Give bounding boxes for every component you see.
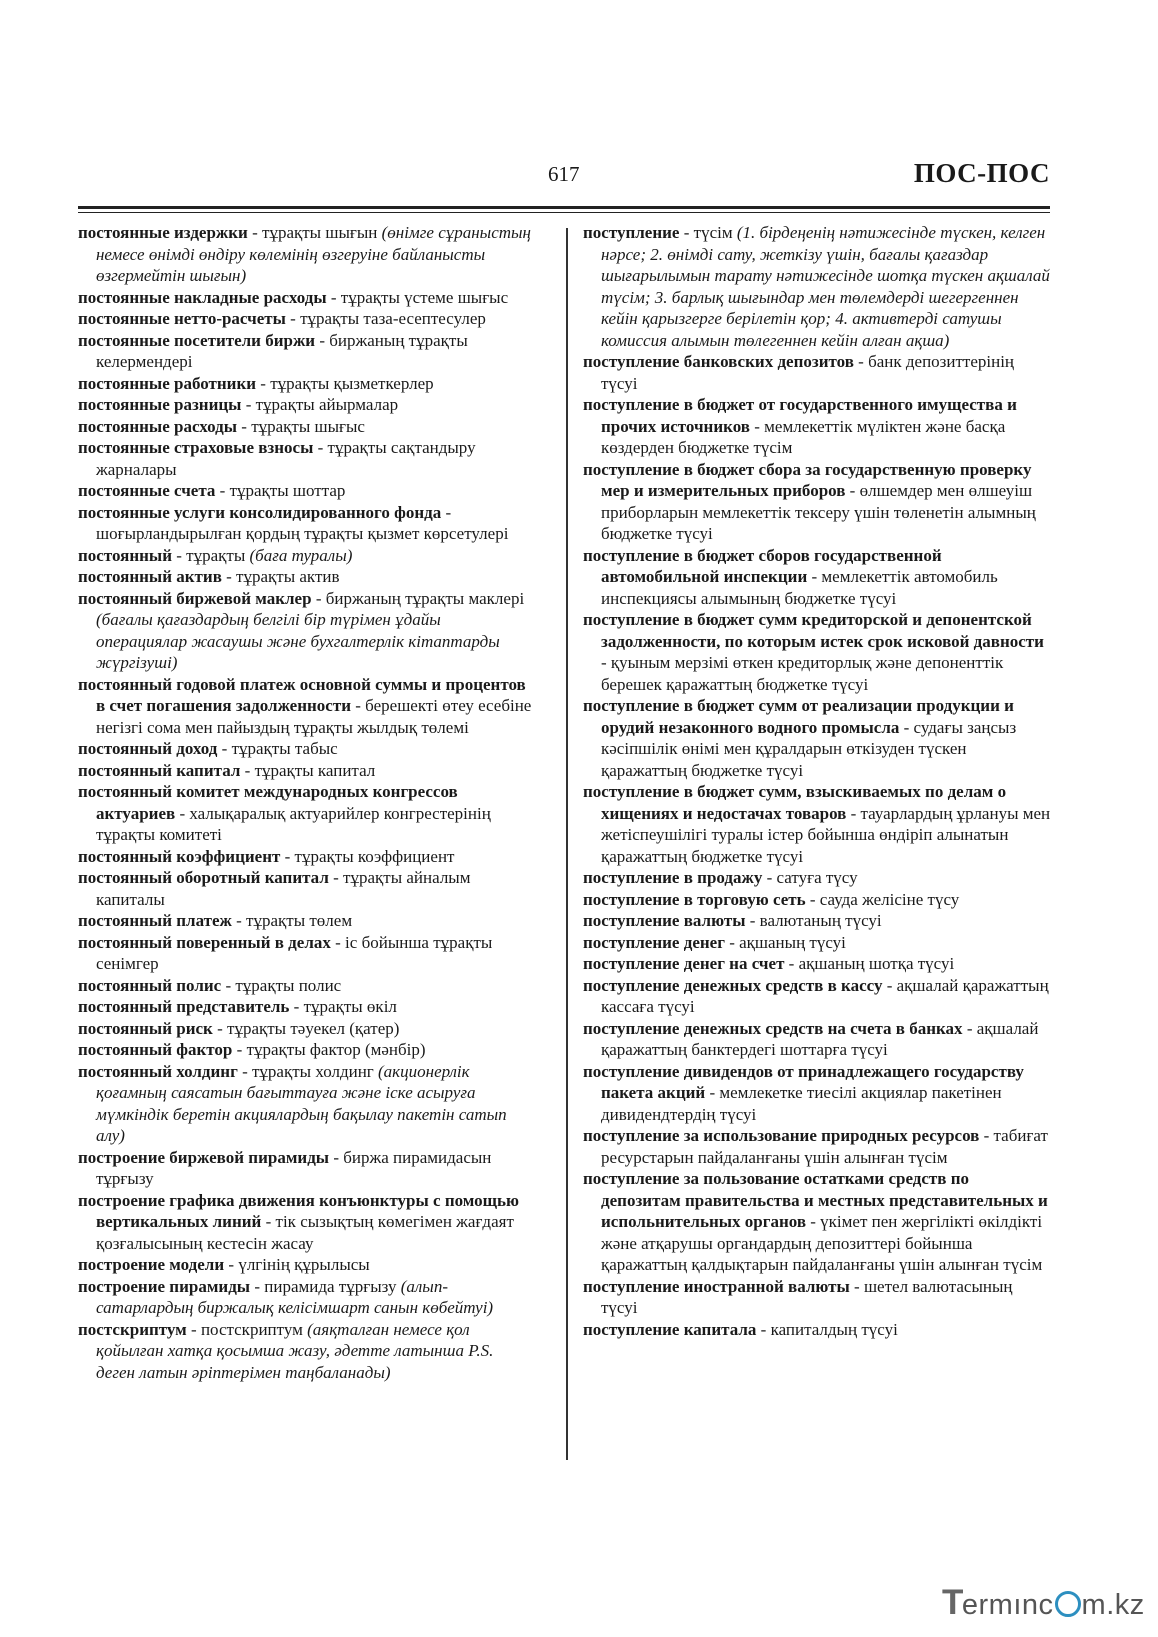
dictionary-entry (78, 1039, 536, 1061)
entry-separator: - (247, 223, 263, 242)
entry-note: (өнімге сұраныстың немесе өнімді өндіру көлемінің өзгеруіне байланысты өзгермейтін шығын) (96, 223, 531, 285)
entry-term: постоянный доход (78, 739, 218, 758)
dictionary-entry (583, 351, 1051, 394)
entry-translation: қуыным мерзімі өткен кредиторлық және депоненттік берешек қаражаттың бюджетке түсуі (601, 653, 1004, 694)
entry-term: постоянный платеж (78, 911, 232, 930)
dictionary-entry (78, 738, 536, 760)
entry-term: постоянные издержки (78, 223, 248, 242)
entry-separator: - (212, 1018, 228, 1038)
entry-separator: - (256, 373, 271, 393)
entry-translation: мемлекеттік автомобиль инспекциясы алымының бюджетке түсуі (601, 567, 998, 608)
entry-translation: тұрақты коэффициент (294, 846, 455, 866)
entry-translation: шоғырландырылған қордың тұрақты қызмет көрсетулері (96, 524, 509, 543)
entry-separator: - (846, 803, 861, 823)
entry-term: постоянный (78, 545, 172, 565)
entry-separator: - (328, 868, 344, 887)
entry-term: постоянный оборотный капитал (78, 868, 329, 887)
entry-separator: - (807, 567, 822, 586)
dictionary-entry (78, 975, 536, 997)
entry-term: постоянный коэффициент (78, 846, 281, 866)
entry-separator: - (241, 395, 256, 414)
entry-term: постоянный биржевой маклер (78, 588, 312, 608)
page-number: 617 (548, 162, 580, 186)
entry-term: поступление в торговую сеть (583, 889, 806, 909)
entry-translation: валютаның түсуі (759, 911, 882, 930)
entry-separator: - (762, 868, 777, 887)
dictionary-entry (583, 1018, 1051, 1061)
dictionary-entry (78, 996, 536, 1018)
entry-term: поступление денег на счет (583, 954, 785, 973)
entry-term: поступление за использование природных ресурсов (583, 1126, 980, 1145)
dictionary-entry (78, 1061, 536, 1147)
logo-text-1: ermınc (961, 1589, 1054, 1621)
entry-separator: - (745, 911, 760, 930)
entry-separator: - (326, 287, 341, 307)
entry-separator: - (217, 739, 232, 758)
entry-separator: - (756, 1319, 771, 1339)
entry-term: постоянные расходы (78, 416, 238, 436)
dictionary-entry (78, 545, 536, 567)
entry-translation: үкімет пен жергілікті өкілдікті және атқарушы органдардың депозиттері бойынша қаражаттың қалдықтарын пайдаланғаны үшін алынған түсім (601, 1212, 1043, 1274)
entry-translation: үлгінің құрылысы (238, 1255, 370, 1274)
entry-translation: тұрақты шығыс (251, 416, 365, 436)
dictionary-entry (78, 846, 536, 868)
entry-term: поступление банковских депозитов (583, 352, 854, 371)
entry-separator: - (330, 932, 346, 952)
termincom-logo (942, 1583, 1145, 1623)
dictionary-entry (583, 932, 1051, 954)
entry-separator: - (172, 545, 187, 565)
entry-translation: тұрақты табыс (231, 739, 338, 758)
entry-separator: - (849, 1276, 864, 1296)
entry-translation: халықаралық актуарийлер конгрестерінің тұрақты комитеті (96, 803, 491, 844)
entry-translation: мемлекетке тиесілі акциялар пакетінен дивидендтердің түсуі (601, 1083, 1002, 1124)
entry-translation: сауда желісіне түсу (819, 889, 960, 909)
dictionary-entry (78, 1276, 536, 1319)
entry-term: постоянный годовой платеж основной суммы и процентов в счет погашения задолженности (78, 674, 526, 715)
dictionary-entry (583, 867, 1051, 889)
dictionary-entry (583, 459, 1051, 545)
dictionary-entry (78, 373, 536, 395)
entry-separator: - (289, 997, 304, 1016)
entry-separator: - (313, 438, 328, 457)
dictionary-entry (78, 480, 536, 502)
header-rule-thin (78, 212, 1050, 213)
entry-term: поступление валюты (583, 911, 746, 930)
entry-separator: - (351, 696, 366, 715)
entry-translation: тауарлардың ұрлануы мен жетіспеушілігі туралы істер бойынша өндіріп алынатын қаражаттың бюджетке түсуі (601, 803, 1051, 866)
entry-separator: - (250, 1276, 265, 1296)
entry-translation: тұрақты фактор (мәнбір) (246, 1040, 426, 1059)
entry-translation: тұрақты тәуекел (қатер) (227, 1018, 400, 1038)
dictionary-entry (583, 889, 1051, 911)
entry-term: поступление в продажу (583, 868, 763, 887)
entry-term: построение модели (78, 1255, 225, 1274)
entry-term: поступление в бюджет сумм, взыскиваемых по делам о хищениях и недостачах товаров (583, 782, 1007, 823)
dictionary-entry (583, 695, 1051, 781)
dictionary-entry (583, 394, 1051, 459)
entry-separator: - (845, 481, 860, 500)
dictionary-entry (583, 1125, 1051, 1168)
entry-separator: - (240, 760, 255, 780)
entry-separator: - (806, 1212, 821, 1231)
entry-separator: - (215, 481, 230, 500)
entry-term: постоянный капитал (78, 760, 241, 780)
entry-translation: судағы заңсыз кәсіпшілік өнімі мен құралдарын өткізуден түскен қаражаттың бюджетке түсуі (601, 717, 1017, 780)
dictionary-entry (78, 1147, 536, 1190)
dictionary-entry (583, 1168, 1051, 1276)
entry-translation: сатуға түсу (776, 868, 858, 887)
entry-translation: тұрақты капитал (254, 760, 376, 780)
entry-separator: - (237, 1061, 252, 1081)
dictionary-entry (78, 308, 536, 330)
entry-term: поступление в бюджет сборов государственной автомобильной инспекции (583, 545, 942, 586)
dictionary-entry (78, 330, 536, 373)
dictionary-entry (583, 545, 1051, 610)
entry-separator: - (853, 352, 869, 371)
dictionary-entry (583, 1276, 1051, 1319)
entry-translation: тұрақты төлем (246, 911, 353, 930)
entry-term: поступление денег (583, 932, 725, 952)
dictionary-entry (78, 760, 536, 782)
dictionary-entry (583, 1061, 1051, 1126)
entry-translation: тұрақты үстеме шығыс (340, 287, 509, 307)
entry-separator: - (186, 1319, 201, 1339)
entry-separator: - (705, 1083, 720, 1102)
dictionary-entry (78, 932, 536, 975)
entry-term: поступление денежных средств на счета в банках (583, 1018, 963, 1038)
entry-translation: мемлекеттік мүліктен және басқа көздерден бюджетке түсім (601, 416, 1006, 457)
dictionary-entry (78, 287, 536, 309)
entry-separator: - (232, 1040, 247, 1059)
entry-term: построение пирамиды (78, 1276, 251, 1296)
entry-separator: - (311, 588, 326, 608)
entry-translation: тұрақты шығын (262, 223, 378, 242)
entry-separator: - (175, 803, 190, 823)
entry-separator: - (784, 954, 799, 973)
dictionary-entry (78, 867, 536, 910)
right-column (583, 222, 1051, 1340)
entry-translation: биржа пирамидасын тұрғызу (96, 1147, 492, 1188)
entry-translation: тұрақты актив (236, 567, 340, 586)
entry-separator: - (899, 717, 914, 737)
entry-translation: берешекті өтеу есебіне негізгі сома мен пайыздың тұрақты жылдық төлемі (96, 696, 532, 737)
dictionary-entry (78, 781, 536, 846)
entry-translation: тұрақты айналым капиталы (96, 868, 471, 909)
entry-term: постоянный фактор (78, 1040, 233, 1059)
logo-text-2: m.kz (1081, 1589, 1145, 1621)
entry-note: (алып-сатарлардың биржалық келісімшарт санын көбейтуі) (96, 1276, 494, 1317)
entry-term: постоянные разницы (78, 395, 242, 414)
entry-term: постоянные накладные расходы (78, 287, 327, 307)
entry-translation: тұрақты таза-есептесулер (300, 309, 486, 328)
entry-note: (баға туралы) (249, 545, 353, 565)
entry-term: поступление денежных средств в кассу (583, 975, 883, 995)
entry-translation: тұрақты өкіл (303, 997, 397, 1016)
dictionary-entry (78, 502, 536, 545)
entry-term: постскриптум (78, 1319, 187, 1339)
entry-term: постоянный холдинг (78, 1061, 238, 1081)
entry-translation: ақшаның түсуі (739, 932, 846, 952)
entry-term: поступление дивидендов от принадлежащего государству пакета акций (583, 1061, 1024, 1102)
dictionary-entry (78, 1254, 536, 1276)
header-rule-thick (78, 206, 1050, 209)
dictionary-entry (78, 437, 536, 480)
entry-separator: - (237, 416, 252, 436)
entry-term: постоянный риск (78, 1018, 213, 1038)
entry-term: поступление иностранной валюты (583, 1276, 850, 1296)
entry-term: постоянные нетто-расчеты (78, 309, 286, 328)
entry-term: постоянный поверенный в делах (78, 932, 331, 952)
entry-term: поступление в бюджет сбора за государственную проверку мер и измерительных приборов (583, 459, 1032, 500)
entry-separator: - (261, 1212, 276, 1231)
logo-o-icon (1055, 1591, 1081, 1617)
entry-note: (1. бірдеңенің нәтижесінде түскен, келген нәрсе; 2. өнімді сату, жеткізу үшін, бағалы қағаздар шығарылымын тарату нәтижесінде шотқа түскен ақшалай түсім; 3. барлық шығындар мен төлемдерді шегергеннен кейін қарызгерге берілетін қор; 4. активтерді сатушы комиссия алымын төлегеннен кейін алған ақша) (601, 223, 1050, 350)
entry-separator: - (882, 975, 897, 995)
entry-translation: тұрақты сақтандыру жарналары (96, 438, 476, 479)
entry-separator: - (315, 330, 330, 350)
dictionary-entry (78, 222, 536, 287)
entry-term: поступление капитала (583, 1319, 757, 1339)
column-divider (566, 228, 568, 1460)
entry-term: построение биржевой пирамиды (78, 1147, 330, 1167)
entry-term: построение графика движения конъюнктуры с помощью вертикальных линий (78, 1190, 519, 1231)
entry-translation: табиғат ресурстарын пайдаланғаны үшін алынған түсім (601, 1126, 1048, 1167)
entry-term: постоянный комитет международных конгрессов актуариев (78, 782, 458, 823)
dictionary-entry (583, 910, 1051, 932)
dictionary-entry (583, 1319, 1051, 1341)
dictionary-entry (583, 222, 1051, 351)
dictionary-entry (78, 416, 536, 438)
left-column (78, 222, 536, 1383)
entry-separator: - (805, 889, 820, 909)
entry-translation: банк депозиттерінің түсуі (601, 352, 1015, 393)
entry-separator: - (724, 932, 740, 952)
entry-separator: - (231, 911, 247, 930)
entry-translation: ақшаның шотқа түсуі (798, 954, 955, 973)
entry-term: постоянные посетители биржи (78, 330, 316, 350)
entry-separator: - (601, 653, 611, 672)
entry-separator: - (221, 567, 237, 586)
dictionary-entry (583, 953, 1051, 975)
entry-term: поступление в бюджет сумм кредиторской и депонентской задолженности, по которым истек срок исковой давности (583, 610, 1044, 651)
entry-term: постоянный актив (78, 567, 222, 586)
entry-separator: - (441, 502, 452, 522)
entry-term: поступление за пользование остатками средств по депозитам правительства и местных представительных и испольнительных органов (583, 1169, 1048, 1231)
running-head: ПОС-ПОС (913, 158, 1050, 188)
dictionary-entry (78, 566, 536, 588)
entry-translation: капиталдың түсуі (770, 1319, 898, 1339)
dictionary-entry (583, 781, 1051, 867)
entry-term: поступление в бюджет от государственного имущества и прочих источников (583, 395, 1017, 436)
entry-separator: - (329, 1147, 344, 1167)
entry-translation: тұрақты шоттар (229, 481, 346, 500)
dictionary-entry (78, 1319, 536, 1384)
entry-term: поступление в бюджет сумм от реализации продукции и орудий незаконного водного промысла (583, 696, 1014, 737)
entry-translation: тұрақты полис (235, 975, 342, 995)
entry-term: постоянный полис (78, 975, 222, 995)
dictionary-entry (583, 609, 1051, 695)
entry-separator: - (962, 1018, 977, 1038)
dictionary-entry (78, 394, 536, 416)
entry-note: (аяқталған немесе қол қойылған хатқа қосымша жазу, әдетте латынша P.S. деген латын әріптерімен таңбаланады) (96, 1319, 494, 1382)
logo-letter: T (942, 1583, 964, 1622)
entry-translation: постскриптум (200, 1319, 303, 1339)
entry-translation: түсім (693, 223, 733, 242)
entry-translation: тұрақты айырмалар (255, 395, 399, 414)
dictionary-entry (78, 588, 536, 674)
entry-separator: - (221, 975, 236, 995)
entry-translation: ақшалай қаражаттың банктердегі шоттарға түсуі (601, 1018, 1039, 1059)
entry-term: поступление (583, 223, 680, 242)
entry-separator: - (749, 416, 765, 436)
entry-separator: - (979, 1126, 994, 1145)
entry-term: постоянные страховые взносы (78, 438, 314, 457)
entry-separator: - (280, 846, 295, 866)
entry-translation: өлшемдер мен өлшеуіш приборларын мемлекеттік тексеру үшін төленетін алымның бюджетке түсуі (601, 481, 1036, 543)
entry-translation: тұрақты қызметкерлер (270, 373, 434, 393)
dictionary-entry (583, 975, 1051, 1018)
entry-separator: - (679, 223, 694, 242)
dictionary-entry (78, 910, 536, 932)
entry-term: постоянные услуги консолидированного фонда (78, 502, 442, 522)
entry-translation: тұрақты холдинг (252, 1061, 374, 1081)
entry-term: постоянный представитель (78, 997, 290, 1016)
dictionary-entry (78, 674, 536, 739)
entry-translation: тік сызықтың көмегімен жағдаят қозғалысының кестесін жасау (96, 1212, 514, 1253)
dictionary-entry (78, 1018, 536, 1040)
entry-translation: іс бойынша тұрақты сенімгер (96, 932, 493, 973)
entry-term: постоянные счета (78, 481, 216, 500)
entry-translation: биржаның тұрақты маклері (325, 588, 525, 608)
entry-separator: - (285, 309, 301, 328)
entry-translation: биржаның тұрақты келермендері (96, 330, 468, 371)
entry-translation: ақшалай қаражаттың кассаға түсуі (601, 975, 1049, 1016)
dictionary-entry (78, 1190, 536, 1255)
entry-term: постоянные работники (78, 373, 257, 393)
entry-translation: пирамида тұрғызу (264, 1276, 397, 1296)
entry-translation: шетел валютасының түсуі (601, 1276, 1013, 1317)
entry-translation: тұрақты (186, 545, 246, 565)
entry-note: (акционерлік қоғамның саясатын бағыттауға және іске асыруға мүмкіндік беретін акциялардың бақылау пакетін сатып алу) (96, 1061, 507, 1145)
entry-separator: - (224, 1255, 239, 1274)
entry-note: (бағалы қағаздардың белгілі бір түрімен ұдайы операциялар жасаушы және бухгалтерлік кітаптарды жүргізуші) (96, 610, 500, 672)
